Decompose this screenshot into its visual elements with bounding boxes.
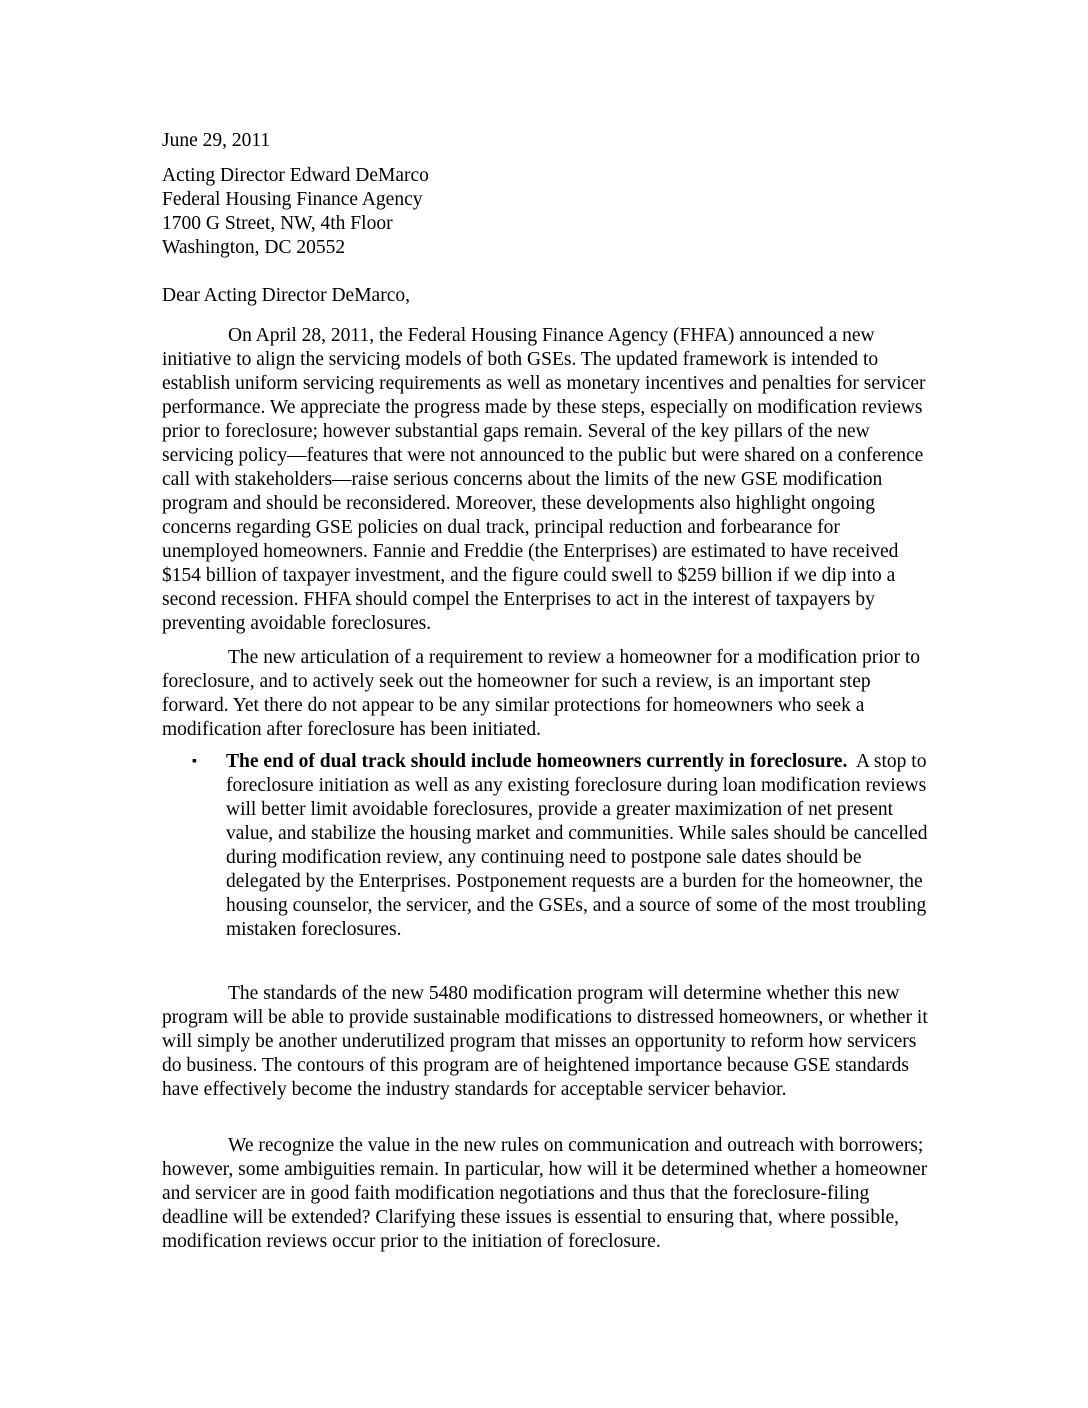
paragraph-2-text: The new articulation of a requirement to review a homeowner for a modification prior to foreclosure, and to actively seek out the homeowner for such a review, is an important step forward. Yet there do not appear to be any similar protections for homeowners who seek a modification after foreclosure has been initiated. — [162, 647, 920, 740]
recipient-city: Washington, DC 20552 — [162, 237, 346, 258]
recipient-name: Acting Director Edward DeMarco — [162, 165, 429, 186]
recipient-address — [162, 164, 429, 260]
bullet-item — [226, 750, 930, 942]
paragraph-3-text: The standards of the new 5480 modification program will determine whether this new program will be able to provide sustainable modifications to distressed homeowners, or whether it will simply be another underutilized program that misses an opportunity to reform how servicers do business. The contours of this program are of heightened importance because GSE standards have effectively become the industry standards for acceptable servicer behavior. — [162, 983, 928, 1100]
paragraph-1 — [162, 324, 930, 636]
bullet-heading: The end of dual track should include homeowners currently in foreclosure. — [226, 751, 848, 772]
recipient-street: 1700 G Street, NW, 4th Floor — [162, 213, 393, 234]
letter-date: June 29, 2011 — [162, 130, 271, 151]
bullet-square-icon: ▪ — [192, 754, 197, 769]
salutation: Dear Acting Director DeMarco, — [162, 285, 410, 306]
paragraph-3 — [162, 982, 930, 1102]
paragraph-1-text: On April 28, 2011, the Federal Housing Finance Agency (FHFA) announced a new initiative to align the servicing models of both GSEs. The updated framework is intended to establish uniform servicing requirements as well as monetary incentives and penalties for servicer performance. We appreciate the progress made by these steps, especially on modification reviews prior to foreclosure; however substantial gaps remain. Several of the key pillars of the new servicing policy—features that were not announced to the public but were shared on a conference call with stakeholders—raise serious concerns about the limits of the new GSE modification program and should be reconsidered. Moreover, these developments also highlight ongoing concerns regarding GSE policies on dual track, principal reduction and forbearance for unemployed homeowners. Fannie and Freddie (the Enterprises) are estimated to have received $154 billion of taxpayer investment, and the figure could swell to $259 billion if we dip into a second recession. FHFA should compel the Enterprises to act in the interest of taxpayers by preventing avoidable foreclosures. — [162, 325, 926, 634]
bullet-body: A stop to foreclosure initiation as well as any existing foreclosure during loan modification reviews will better limit avoidable foreclosures, provide a greater maximization of net present value, and stabilize the housing market and communities. While sales should be cancelled during modification review, any continuing need to postpone sale dates should be delegated by the Enterprises. Postponement requests are a burden for the homeowner, the housing counselor, the servicer, and the GSEs, and a source of some of the most troubling mistaken foreclosures. — [226, 751, 928, 940]
paragraph-4 — [162, 1134, 930, 1254]
paragraph-4-text: We recognize the value in the new rules on communication and outreach with borrowers; however, some ambiguities remain. In particular, how will it be determined whether a homeowner and servicer are in good faith modification negotiations and thus that the foreclosure-filing deadline will be extended? Clarifying these issues is essential to ensuring that, where possible, modification reviews occur prior to the initiation of foreclosure. — [162, 1135, 928, 1252]
paragraph-2 — [162, 646, 930, 742]
recipient-organization: Federal Housing Finance Agency — [162, 189, 423, 210]
